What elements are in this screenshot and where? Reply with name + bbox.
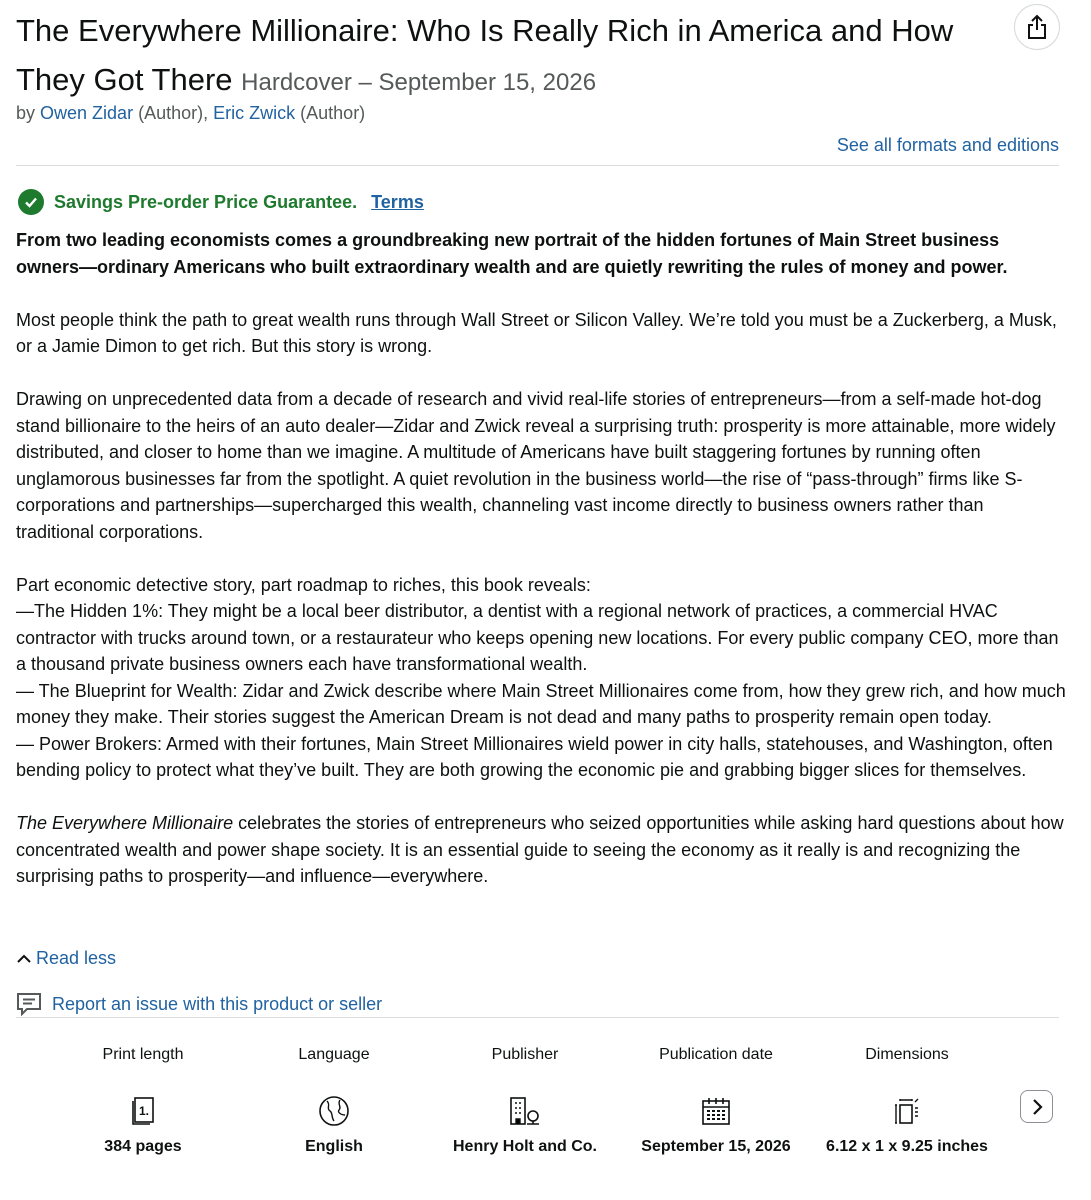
detail-value: 6.12 x 1 x 9.25 inches (826, 1138, 988, 1155)
detail-print-length (48, 1046, 238, 1157)
detail-label: Print length (102, 1046, 184, 1063)
title-text: The Everywhere Millionaire: Who Is Really Rich in America and How They Got There (16, 13, 954, 97)
book-pages-icon (130, 1096, 156, 1126)
product-description (16, 227, 1066, 890)
building-icon (508, 1095, 542, 1127)
description-paragraph: Drawing on unprecedented data from a decade of research and vivid real-life stories of entrepreneurs—from a self-made hot-dog stand billionaire to the heirs of an auto dealer—Zidar and Zwick reveal a surprising truth: prosperity is more attainable, more widely distributed, and closer to home than we imagine. A multitude of Americans have built staggering fortunes by running often unglamorous businesses far from the spotlight. A quiet revolution in the business world—the rise of “pass-through” firms like S-corporations and partnerships—supercharged this wealth, channeling vast income directly to business owners rather than traditional corporations. (16, 389, 1056, 542)
author-role: (Author), (138, 103, 209, 123)
guarantee-text: Savings Pre-order Price Guarantee. (54, 191, 358, 212)
closing-text: celebrates the stories of entrepreneurs who seized opportunities while asking hard questions about how concentrated wealth and power shape society. It is an essential guide to seeing the economy as it really is and recognizing the surprising paths to prosperity—and influence—everywhere. (16, 813, 1064, 886)
author-role: (Author) (300, 103, 366, 123)
detail-value: September 15, 2026 (641, 1138, 791, 1155)
description-bullet: — The Blueprint for Wealth: Zidar and Zwick describe where Main Street Millionaires come from, how they grew rich, and how much money they make. Their stories suggest the American Dream is not dead and many paths to prosperity remain open today. (16, 680, 1066, 727)
svg-text:1.: 1. (139, 1104, 150, 1118)
checkmark-icon (18, 189, 44, 215)
detail-label: Dimensions (865, 1046, 949, 1063)
format-and-date: Hardcover – September 15, 2026 (241, 69, 597, 96)
product-title (16, 6, 1006, 107)
title-block (16, 6, 1006, 107)
chevron-right-icon (1031, 1098, 1043, 1116)
description-list-intro: Part economic detective story, part roadmap to riches, this book reveals: (16, 574, 591, 595)
share-button[interactable] (1014, 4, 1060, 50)
closing-book-title: The Everywhere Millionaire (16, 813, 234, 833)
detail-publisher (430, 1046, 620, 1157)
byline (16, 103, 365, 124)
carousel-next-button[interactable] (1020, 1090, 1053, 1123)
detail-language (239, 1046, 429, 1157)
report-issue-link[interactable]: Report an issue with this product or seller (52, 993, 383, 1014)
author-link-eric-zwick[interactable]: Eric Zwick (213, 103, 296, 123)
author-link-owen-zidar[interactable]: Owen Zidar (40, 103, 134, 123)
detail-label: Publisher (491, 1046, 559, 1063)
detail-publication-date (621, 1046, 811, 1157)
see-all-formats-link[interactable]: See all formats and editions (836, 135, 1059, 155)
share-icon (1026, 14, 1048, 40)
terms-link[interactable]: Terms (371, 191, 424, 212)
detail-dimensions (812, 1046, 1002, 1157)
globe-icon (318, 1095, 350, 1127)
detail-value: English (305, 1138, 363, 1155)
detail-value: 384 pages (104, 1138, 182, 1155)
read-less-link[interactable] (16, 948, 116, 969)
report-issue[interactable] (16, 992, 382, 1016)
description-closing (16, 810, 1066, 890)
description-paragraph: Most people think the path to great wealth runs through Wall Street or Silicon Valley. We’re told you must be a Zuckerberg, a Musk, or a Jamie Dimon to get rich. But this story is wrong. (16, 309, 1057, 356)
by-label: by (16, 103, 36, 123)
detail-value: Henry Holt and Co. (452, 1138, 597, 1155)
detail-label: Publication date (659, 1046, 773, 1063)
calendar-icon (701, 1096, 731, 1126)
feedback-icon (16, 992, 42, 1016)
description-bullet: —The Hidden 1%: They might be a local beer distributor, a dentist with a regional network of practices, a commercial HVAC contractor with trucks around town, or a restaurateur who keeps opening new locations. For every public company CEO, more than a thousand private business owners each have transformational wealth. (16, 601, 1059, 674)
chevron-up-icon (16, 953, 32, 965)
detail-label: Language (298, 1046, 370, 1063)
price-guarantee (18, 189, 424, 215)
dimensions-icon (894, 1096, 920, 1126)
description-bullet: — Power Brokers: Armed with their fortunes, Main Street Millionaires wield power in city halls, statehouses, and Washington, often bending policy to protect what they’ve built. They are both growing the economic pie and grabbing bigger slices for themselves. (16, 733, 1053, 780)
read-less-label: Read less (36, 948, 117, 968)
description-lead: From two leading economists comes a groundbreaking new portrait of the hidden fortunes of Main Street business owners—ordinary Americans who built extraordinary wealth and are quietly rewriting the rules of money and power. (16, 230, 1008, 277)
divider (16, 1017, 1059, 1018)
divider (16, 165, 1059, 166)
